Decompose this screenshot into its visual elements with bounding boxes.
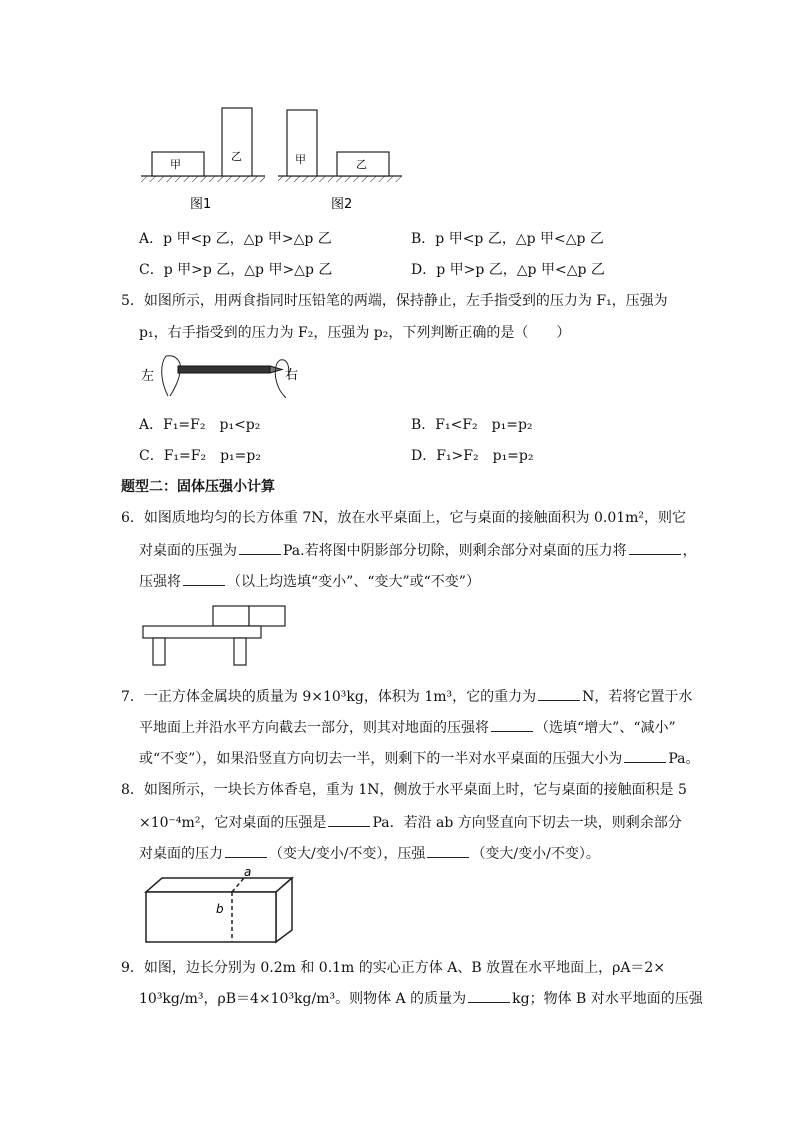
q5-option-a: A．F₁=F₂ p₁<p₂ [139, 417, 261, 433]
block-yi-1 [222, 108, 252, 176]
q6-stem-line2 [139, 540, 697, 561]
q9-text-2b: kg；物体 B 对水平地面的压强 [512, 991, 703, 1007]
q9-text-2a: 10³kg/m³，ρB＝4×10³kg/m³。则物体 A 的质量为 [139, 991, 467, 1007]
q5-option-d: D．F₁>F₂ p₁=p₂ [411, 448, 534, 464]
label-b: b [216, 902, 224, 916]
q7-blank-3[interactable] [624, 748, 666, 763]
q6-text-3b: （以上均选填“变小”、“变大”或“不变”） [227, 574, 480, 590]
q7-text-2a: 平地面上并沿水平方向截去一部分，则其对地面的压强将 [139, 720, 489, 736]
block-yi-1-label: 乙 [231, 150, 242, 163]
q9-stem-line2 [139, 988, 703, 1009]
label-a: a [244, 868, 252, 879]
q6-blank-2[interactable] [629, 540, 681, 555]
q6-blank-1[interactable] [239, 540, 281, 555]
q7-blank-1[interactable] [538, 686, 580, 701]
block-shaded-part [249, 606, 285, 626]
q4-option-c: C．p 甲>p 乙，△p 甲>△p 乙 [139, 262, 333, 278]
q9-blank-1[interactable] [468, 988, 510, 1003]
table-block-figure [140, 604, 290, 668]
soap-figure [140, 868, 300, 946]
left-finger [162, 356, 181, 396]
q4-option-b: B．p 甲<p 乙，△p 甲<△p 乙 [411, 231, 604, 247]
q7-text-3a: 或“不变”），如果沿竖直方向切去一半，则剩下的一半对水平桌面的压强大小为 [139, 751, 623, 767]
figure-1-caption: 图1 [190, 197, 212, 212]
q5-stem-line2: p₁，右手指受到的压力为 F₂，压强为 p₂，下列判断正确的是（ ） [139, 325, 571, 341]
q7-blank-2[interactable] [491, 717, 533, 732]
q6-text-2c: ， [682, 543, 697, 559]
q6-blank-3[interactable] [183, 571, 225, 586]
block-yi-2-label: 乙 [356, 158, 367, 171]
left-label: 左 [141, 369, 155, 384]
q7-text-1b: N，若将它置于水 [582, 689, 693, 705]
section-title: 题型二：固体压强小计算 [121, 479, 275, 495]
q7-text-2b: （选填“增大”、“减小” [535, 720, 676, 736]
ground-hatch-2 [278, 176, 402, 182]
q7-stem-line2 [139, 717, 676, 738]
q9-stem-line1: 9．如图，边长分别为 0.2m 和 0.1m 的实心正方体 A、B 放置在水平地面上，ρA＝2× [121, 960, 666, 976]
block-jia-2 [287, 110, 317, 176]
block-left-part [213, 606, 249, 626]
q5-stem-line1: 5．如图所示，用两食指同时压铅笔的两端，保持静止，左手指受到的压力为 F₁，压强为 [121, 293, 668, 309]
figure-1-2 [138, 100, 408, 216]
q6-stem-line1: 6．如图质地均匀的长方体重 7N，放在水平桌面上，它与桌面的接触面积为 0.01m²，则它 [121, 510, 687, 526]
q8-blank-1[interactable] [328, 812, 370, 827]
q6-text-2b: Pa.若将图中阴影部分切除，则剩余部分对桌面的压力将 [283, 543, 627, 559]
q8-text-3b: （变大/变小/不变），压强 [269, 846, 426, 862]
q8-stem-line3 [139, 843, 600, 864]
soap-front-face [146, 892, 276, 942]
table-top [143, 626, 261, 638]
q8-blank-3[interactable] [427, 843, 469, 858]
q4-option-a: A．p 甲<p 乙，△p 甲>△p 乙 [139, 231, 332, 247]
ground-hatch-1 [141, 176, 265, 182]
q7-text-3b: Pa。 [668, 751, 700, 767]
q7-stem-line3 [139, 748, 699, 769]
soap-top-face [146, 878, 292, 892]
pencil-body [178, 366, 270, 373]
right-label: 右 [285, 368, 299, 383]
table-leg-left [153, 638, 165, 665]
q8-blank-2[interactable] [225, 843, 267, 858]
block-jia-1-label: 甲 [170, 158, 181, 171]
q7-text-1a: 7．一正方体金属块的质量为 9×10³kg，体积为 1m³，它的重力为 [121, 689, 537, 705]
q5-option-b: B．F₁<F₂ p₁=p₂ [411, 417, 533, 433]
q8-text-2b: Pa．若沿 ab 方向竖直向下切去一块，则剩余部分 [372, 815, 682, 831]
q8-text-3a: 对桌面的压力 [139, 846, 223, 862]
block-jia-2-label: 甲 [295, 153, 306, 166]
figure-2-caption: 图2 [331, 197, 353, 212]
q6-text-3a: 压强将 [139, 574, 181, 590]
q8-text-3c: （变大/变小/不变）。 [471, 846, 600, 862]
q5-option-c: C．F₁=F₂ p₁=p₂ [139, 448, 261, 464]
q8-stem-line2 [139, 812, 682, 833]
q7-stem-line1 [121, 686, 692, 707]
q6-stem-line3 [139, 571, 480, 592]
q8-stem-line1: 8．如图所示，一块长方体香皂，重为 1N，侧放于水平桌面上时，它与桌面的接触面积是 5 [121, 782, 687, 798]
table-leg-right [234, 638, 246, 665]
q4-option-d: D．p 甲>p 乙，△p 甲<△p 乙 [411, 262, 605, 278]
q8-text-2a: ×10⁻⁴m²，它对桌面的压强是 [139, 815, 327, 831]
q6-text-2a: 对桌面的压强为 [139, 543, 237, 559]
pencil-figure [138, 350, 308, 402]
